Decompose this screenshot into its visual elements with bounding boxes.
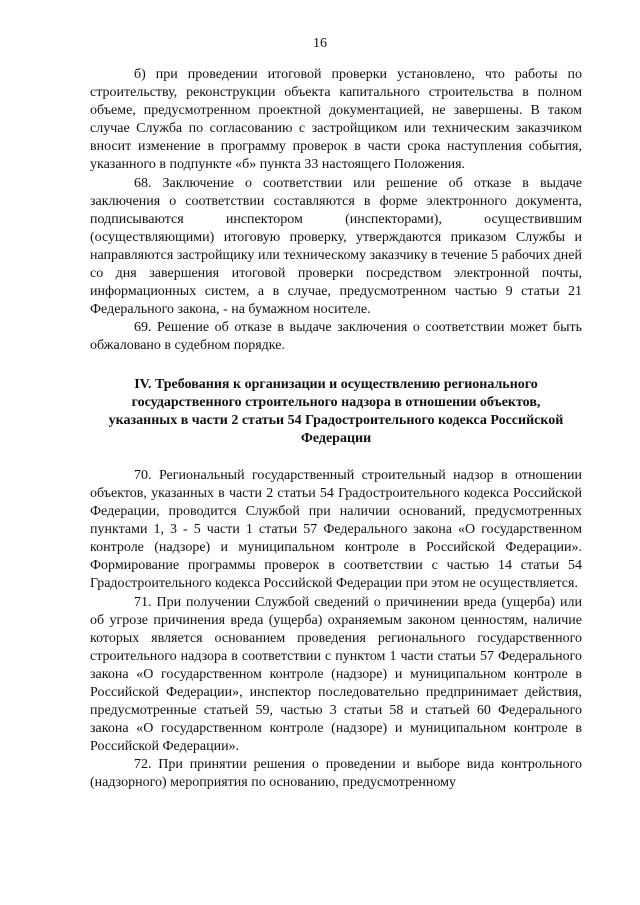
paragraph-67b: б) при проведении итоговой проверки установлено, что работы по строительству, реконструкции объекта капитального строительства в полном объеме, предусмотренном проектной документацией, не завершены. В таком случае Служба по согласованию с застройщиком или техническим заказчиком вносит изменение в программу проверок в части срока наступления события, указанного в подпункте «б» пункта 33 настоящего Положения. (90, 67, 582, 173)
paragraph-69: 69. Решение об отказе в выдаче заключения о соответствии может быть обжаловано в судебном порядке. (90, 320, 582, 354)
paragraph-70: 70. Региональный государственный строительный надзор в отношении объектов, указанных в части 2 статьи 54 Градостроительного кодекса Российской Федерации, проводится Службой при наличии оснований, предусмотренных пунктами 1, 3 - 5 части 1 статьи 57 Федерального закона «О государственном контроле (надзоре) и муниципальном контроле в Российской Федерации». Формирование программы проверок в соответствии с частью 14 статьи 54 Градостроительного кодекса Российской Федерации при этом не осуществляется. (90, 467, 582, 592)
paragraph-72: 72. При принятии решения о проведении и выборе вида контрольного (надзорного) мероприятия по основанию, предусмотренному (90, 757, 582, 791)
page-number: 16 (313, 36, 327, 51)
section-heading: IV. Требования к организации и осуществлению регионального государственного строительного надзора в отношении объектов, указанных в части 2 статьи 54 Градостроительного кодекса Российской Федерации (108, 376, 564, 446)
page-content (90, 66, 582, 793)
paragraph-71: 71. При получении Службой сведений о причинении вреда (ущерба) или об угрозе причинения вреда (ущерба) охраняемым законом ценностям, наличие которых является основанием проведения регионального государственного строительного надзора в соответствии с пунктом 1 части статьи 57 Федерального закона «О государственном контроле (надзоре) и муниципальном контроле в Российской Федерации», инспектор последовательно предпринимает действия, предусмотренные статьей 59, частью 3 статьи 58 и статьей 60 Федерального закона «О государственном контроле (надзоре) и муниципальном контроле в Российской Федерации». (90, 594, 582, 755)
paragraph-68: 68. Заключение о соответствии или решение об отказе в выдаче заключения о соответствии составляются в форме электронного документа, подписываются инспектором (инспекторами), осуществившим (осуществляющими) итоговую проверку, утверждаются приказом Службы и направляются застройщику или техническому заказчику в течение 5 рабочих дней со дня завершения итоговой проверки посредством электронной почты, информационных систем, а в случае, предусмотренном частью 9 статьи 21 Федерального закона, - на бумажном носителе. (90, 175, 582, 318)
